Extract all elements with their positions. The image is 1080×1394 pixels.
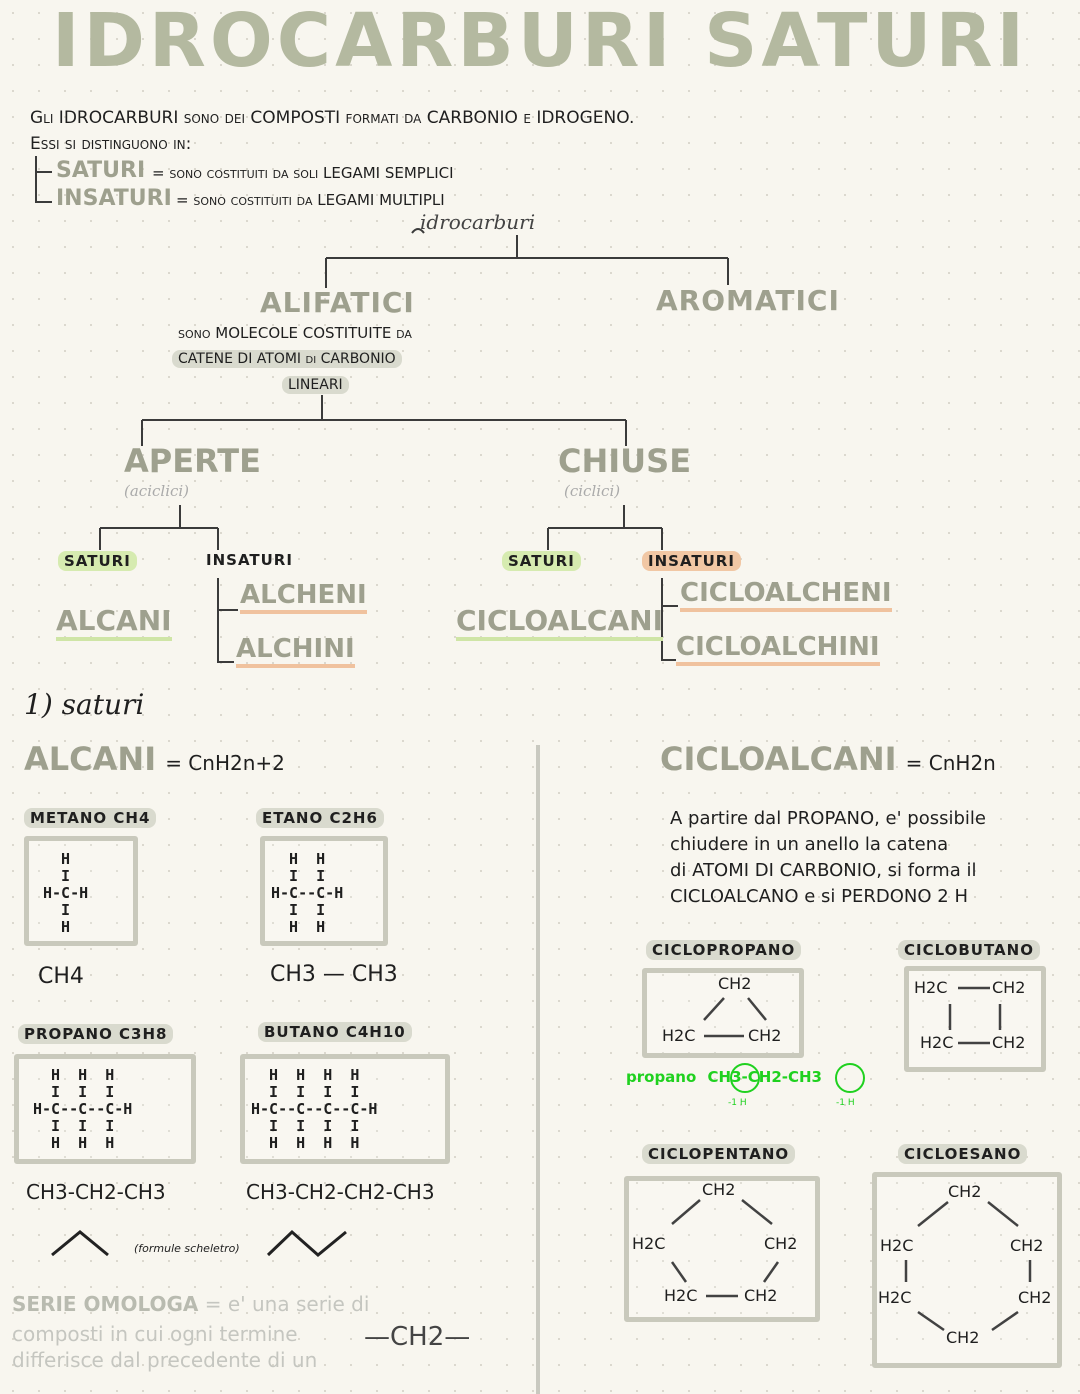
cicloalcani-description: [670, 806, 986, 910]
chiuse-label: CHIUSE: [558, 442, 692, 480]
minus-h-left: -1 H: [728, 1098, 747, 1108]
alcani-heading: ALCANI: [24, 740, 157, 778]
propano-label: PROPANO C3H8: [18, 1024, 173, 1044]
cicloalcani-desc-2: chiudere in un anello la catena: [670, 834, 949, 855]
propano-box: [14, 1054, 196, 1164]
propano-structure: H H H I I I H-C--C--C-H I I I H H H: [33, 1066, 133, 1152]
alifatici-label: ALIFATICI: [260, 286, 415, 319]
cicloalchini-leaf: CICLOALCHINI: [676, 632, 880, 666]
cicloalcheni-leaf: CICLOALCHENI: [680, 578, 892, 612]
propano-formula: CH3-CH2-CH3: [26, 1180, 166, 1204]
butano-label: BUTANO C4H10: [258, 1022, 412, 1042]
ciclobutano-label: CICLOBUTANO: [898, 940, 1040, 960]
butano-box: [240, 1054, 450, 1164]
cicloesano-ch2-upper: CH2: [1010, 1236, 1044, 1255]
cicloalcani-heading-row: [660, 740, 996, 778]
alcani-leaf: ALCANI: [56, 604, 172, 641]
cicloesano-ch2-bottom: CH2: [946, 1328, 980, 1347]
intro-line-1: Gli IDROCARBURI sono dei COMPOSTI formati da CARBONIO e IDROGENO.: [30, 108, 635, 128]
ch2-unit: —CH2—: [364, 1322, 471, 1352]
ciclopentano-label: CICLOPENTANO: [642, 1144, 795, 1164]
propano-note: [626, 1068, 822, 1086]
ciclopropano-ch2-right: CH2: [748, 1026, 782, 1045]
page-title: IDROCARBURI SATURI: [51, 0, 1029, 84]
serie-omologa-text3: differisce dal precedente di un: [12, 1348, 318, 1372]
etano-structure: H H I I H-C--C-H I I H H: [271, 850, 344, 936]
intro-line-2: Essi si distinguono in:: [30, 134, 192, 154]
ciclopentano-h2c-bottom: H2C: [664, 1286, 698, 1305]
propano-note-chain: CH3-CH2-CH3: [707, 1068, 822, 1086]
cicloesano-ch2-lower: CH2: [1018, 1288, 1052, 1307]
serie-omologa-line1: [12, 1290, 369, 1318]
cicloalcani-desc-1: A partire dal PROPANO, e' possibile: [670, 808, 986, 829]
cicloesano-label: CICLOESANO: [898, 1144, 1027, 1164]
ciclobutano-ch2-top: CH2: [992, 978, 1026, 997]
aperte-saturi: SATURI: [58, 551, 137, 571]
ciclopropano-ch2-top: CH2: [718, 974, 752, 993]
metano-box: [24, 836, 138, 946]
metano-structure: H I H-C-H I H: [43, 850, 89, 936]
chiuse-insaturi: INSATURI: [642, 551, 741, 571]
butano-structure: H H H H I I I I H-C--C--C--C-H I I I I H H H H: [251, 1066, 378, 1152]
cicloalcani-desc-3: di ATOMI DI CARBONIO, si forma il: [670, 860, 977, 881]
ciclopentano-ch2-right: CH2: [764, 1234, 798, 1253]
cicloalcani-leaf: CICLOALCANI: [456, 604, 663, 641]
ciclopropano-label: CICLOPROPANO: [646, 940, 801, 960]
chiuse-sub: (ciclici): [564, 482, 621, 500]
section-saturi: 1) saturi: [24, 688, 145, 721]
cicloalcani-general-formula: = CnH2n: [905, 751, 996, 775]
minus-h-right: -1 H: [836, 1098, 855, 1108]
chiuse-saturi: SATURI: [502, 551, 581, 571]
tree-root-label: idrocarburi: [420, 210, 536, 234]
etano-label: ETANO C2H6: [256, 808, 384, 828]
metano-formula: CH4: [38, 964, 84, 989]
metano-label: METANO CH4: [24, 808, 156, 828]
ciclobutano-h2c-top: H2C: [914, 978, 948, 997]
alcani-heading-row: [24, 740, 285, 778]
alifatici-desc-1: sono MOLECOLE COSTITUITE da: [178, 324, 412, 342]
ciclopentano-h2c-left: H2C: [632, 1234, 666, 1253]
serie-omologa-text2: composti in cui ogni termine: [12, 1322, 298, 1346]
butano-formula: CH3-CH2-CH2-CH3: [246, 1180, 435, 1204]
ciclopentano-ch2-top: CH2: [702, 1180, 736, 1199]
skeletal-note: (formule scheletro): [134, 1242, 240, 1255]
ciclobutano-ch2-bottom: CH2: [992, 1033, 1026, 1052]
alifatici-desc-3: LINEARI: [282, 376, 349, 394]
serie-omologa-title: SERIE OMOLOGA: [12, 1292, 199, 1316]
cicloalcani-heading: CICLOALCANI: [660, 740, 897, 778]
saturi-term: SATURI: [56, 158, 146, 183]
insaturi-term: INSATURI: [56, 186, 172, 211]
aperte-sub: (aciclici): [124, 482, 190, 500]
alcheni-leaf: ALCHENI: [240, 580, 367, 614]
propano-note-label: propano: [626, 1068, 697, 1086]
etano-formula: CH3 — CH3: [270, 962, 398, 987]
cicloesano-h2c-lower: H2C: [878, 1288, 912, 1307]
alchini-leaf: ALCHINI: [236, 634, 355, 668]
aperte-insaturi: INSATURI: [206, 551, 293, 569]
insaturi-definition: = sono costituiti da LEGAMI MULTIPLI: [176, 191, 445, 209]
cicloesano-h2c-upper: H2C: [880, 1236, 914, 1255]
ciclopropano-h2c: H2C: [662, 1026, 696, 1045]
alifatici-desc-2: CATENE DI ATOMI di CARBONIO: [172, 350, 402, 368]
cicloesano-ch2-top: CH2: [948, 1182, 982, 1201]
alcani-general-formula: = CnH2n+2: [165, 751, 285, 775]
saturi-definition: = sono costituiti da soli LEGAMI SEMPLICI: [152, 164, 454, 182]
aperte-label: APERTE: [124, 442, 261, 480]
ciclopentano-ch2-bottom: CH2: [744, 1286, 778, 1305]
cicloalcani-desc-4: CICLOALCANO e si PERDONO 2 H: [670, 886, 968, 907]
etano-box: [260, 836, 388, 946]
aromatici-label: AROMATICI: [656, 284, 840, 317]
ciclobutano-h2c-bottom: H2C: [920, 1033, 954, 1052]
serie-omologa-text1: = e' una serie di: [204, 1292, 370, 1316]
